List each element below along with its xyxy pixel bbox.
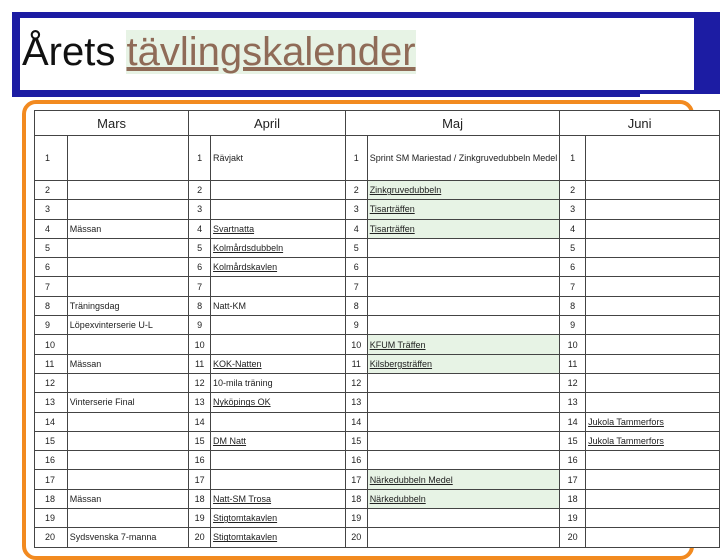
mars-day: 3 xyxy=(35,200,68,219)
juni-day: 13 xyxy=(560,393,586,412)
juni-event xyxy=(586,238,720,257)
calendar-row xyxy=(35,238,720,257)
mars-event xyxy=(67,373,188,392)
mars-event xyxy=(67,431,188,450)
april-day: 15 xyxy=(189,431,211,450)
maj-event xyxy=(367,393,560,412)
juni-event xyxy=(586,219,720,238)
maj-event xyxy=(367,238,560,257)
juni-day: 12 xyxy=(560,373,586,392)
mars-event xyxy=(67,277,188,296)
maj-event: Sprint SM Mariestad / Zinkgruvedubbeln Medel xyxy=(367,136,560,181)
mars-event: Sydsvenska 7-manna xyxy=(67,528,188,547)
juni-event xyxy=(586,335,720,354)
april-event xyxy=(211,470,346,489)
maj-day: 10 xyxy=(345,335,367,354)
calendar-row xyxy=(35,373,720,392)
mars-day: 10 xyxy=(35,335,68,354)
april-day: 3 xyxy=(189,200,211,219)
mars-day: 4 xyxy=(35,219,68,238)
april-day: 12 xyxy=(189,373,211,392)
april-day: 1 xyxy=(189,136,211,181)
calendar-row xyxy=(35,296,720,315)
juni-day: 5 xyxy=(560,238,586,257)
juni-day: 16 xyxy=(560,451,586,470)
calendar-row xyxy=(35,200,720,219)
mars-event: Träningsdag xyxy=(67,296,188,315)
calendar-row xyxy=(35,354,720,373)
april-day: 11 xyxy=(189,354,211,373)
april-day: 5 xyxy=(189,238,211,257)
maj-event[interactable]: Tisarträffen xyxy=(367,200,560,219)
maj-event[interactable]: Tisarträffen xyxy=(367,219,560,238)
april-event xyxy=(211,451,346,470)
mars-day: 14 xyxy=(35,412,68,431)
maj-event[interactable]: Närkedubbeln xyxy=(367,489,560,508)
maj-day: 3 xyxy=(345,200,367,219)
juni-event xyxy=(586,528,720,547)
mars-event xyxy=(67,200,188,219)
april-day: 19 xyxy=(189,509,211,528)
mars-day: 15 xyxy=(35,431,68,450)
maj-day: 15 xyxy=(345,431,367,450)
maj-event xyxy=(367,528,560,547)
title-underline xyxy=(12,94,640,97)
mars-event: Mässan xyxy=(67,219,188,238)
april-event[interactable]: Svartnatta xyxy=(211,219,346,238)
calendar-row xyxy=(35,393,720,412)
maj-day: 8 xyxy=(345,296,367,315)
mars-event: Vinterserie Final xyxy=(67,393,188,412)
april-event xyxy=(211,412,346,431)
mars-day: 1 xyxy=(35,136,68,181)
calendar-row xyxy=(35,181,720,200)
maj-day: 6 xyxy=(345,258,367,277)
mars-event xyxy=(67,412,188,431)
juni-event xyxy=(586,316,720,335)
maj-event xyxy=(367,509,560,528)
mars-event xyxy=(67,258,188,277)
mars-event: Mässan xyxy=(67,354,188,373)
juni-day: 15 xyxy=(560,431,586,450)
juni-day: 3 xyxy=(560,200,586,219)
april-event[interactable]: Stigtomtakavlen xyxy=(211,509,346,528)
maj-day: 12 xyxy=(345,373,367,392)
maj-day: 16 xyxy=(345,451,367,470)
mars-day: 6 xyxy=(35,258,68,277)
juni-day: 18 xyxy=(560,489,586,508)
april-event[interactable]: Kolmårdsdubbeln xyxy=(211,238,346,257)
juni-event[interactable]: Jukola Tammerfors xyxy=(586,431,720,450)
title-link[interactable]: tävlingskalender xyxy=(126,30,416,74)
maj-event xyxy=(367,431,560,450)
juni-event xyxy=(586,489,720,508)
calendar-row xyxy=(35,509,720,528)
april-day: 17 xyxy=(189,470,211,489)
juni-event xyxy=(586,451,720,470)
april-event: Rävjakt xyxy=(211,136,346,181)
month-maj: Maj xyxy=(345,111,559,136)
mars-day: 19 xyxy=(35,509,68,528)
calendar-row xyxy=(35,335,720,354)
april-event[interactable]: DM Natt xyxy=(211,431,346,450)
calendar-row xyxy=(35,470,720,489)
mars-day: 12 xyxy=(35,373,68,392)
mars-event xyxy=(67,451,188,470)
mars-day: 16 xyxy=(35,451,68,470)
april-event xyxy=(211,277,346,296)
juni-day: 6 xyxy=(560,258,586,277)
april-day: 4 xyxy=(189,219,211,238)
april-day: 10 xyxy=(189,335,211,354)
juni-day: 10 xyxy=(560,335,586,354)
page-title xyxy=(22,30,416,75)
calendar-row xyxy=(35,316,720,335)
maj-day: 20 xyxy=(345,528,367,547)
april-event[interactable]: Kolmårdskavlen xyxy=(211,258,346,277)
calendar-row xyxy=(35,412,720,431)
mars-day: 2 xyxy=(35,181,68,200)
mars-event xyxy=(67,136,188,181)
april-event[interactable]: Stigtomtakavlen xyxy=(211,528,346,547)
maj-day: 9 xyxy=(345,316,367,335)
month-mars: Mars xyxy=(35,111,189,136)
juni-day: 20 xyxy=(560,528,586,547)
maj-event xyxy=(367,296,560,315)
juni-event xyxy=(586,181,720,200)
mars-day: 20 xyxy=(35,528,68,547)
juni-event xyxy=(586,509,720,528)
april-day: 14 xyxy=(189,412,211,431)
april-event xyxy=(211,335,346,354)
juni-day: 8 xyxy=(560,296,586,315)
maj-day: 14 xyxy=(345,412,367,431)
juni-event xyxy=(586,258,720,277)
mars-event xyxy=(67,470,188,489)
april-event: Natt-KM xyxy=(211,296,346,315)
juni-event xyxy=(586,470,720,489)
calendar-row xyxy=(35,431,720,450)
april-day: 20 xyxy=(189,528,211,547)
mars-event xyxy=(67,238,188,257)
april-event[interactable]: KOK-Natten xyxy=(211,354,346,373)
mars-day: 13 xyxy=(35,393,68,412)
month-juni: Juni xyxy=(560,111,720,136)
april-day: 9 xyxy=(189,316,211,335)
mars-event: Mässan xyxy=(67,489,188,508)
mars-day: 18 xyxy=(35,489,68,508)
maj-event xyxy=(367,412,560,431)
juni-day: 2 xyxy=(560,181,586,200)
maj-event[interactable]: KFUM Träffen xyxy=(367,335,560,354)
april-day: 7 xyxy=(189,277,211,296)
mars-day: 5 xyxy=(35,238,68,257)
maj-day: 1 xyxy=(345,136,367,181)
april-event[interactable]: Natt-SM Trosa xyxy=(211,489,346,508)
juni-day: 11 xyxy=(560,354,586,373)
juni-event xyxy=(586,136,720,181)
maj-day: 17 xyxy=(345,470,367,489)
month-april: April xyxy=(189,111,346,136)
title-prefix: Årets xyxy=(22,30,127,74)
mars-day: 8 xyxy=(35,296,68,315)
juni-event xyxy=(586,393,720,412)
mars-day: 9 xyxy=(35,316,68,335)
mars-event: Löpexvinterserie U-L xyxy=(67,316,188,335)
maj-event xyxy=(367,451,560,470)
april-day: 2 xyxy=(189,181,211,200)
maj-day: 18 xyxy=(345,489,367,508)
april-day: 13 xyxy=(189,393,211,412)
maj-day: 4 xyxy=(345,219,367,238)
maj-event xyxy=(367,316,560,335)
month-header-row xyxy=(35,111,720,136)
calendar-row xyxy=(35,451,720,470)
calendar-row xyxy=(35,219,720,238)
mars-event xyxy=(67,335,188,354)
mars-event xyxy=(67,181,188,200)
maj-day: 13 xyxy=(345,393,367,412)
juni-day: 14 xyxy=(560,412,586,431)
maj-day: 5 xyxy=(345,238,367,257)
juni-event xyxy=(586,277,720,296)
april-event[interactable]: Nyköpings OK xyxy=(211,393,346,412)
maj-event xyxy=(367,373,560,392)
maj-day: 7 xyxy=(345,277,367,296)
april-event: 10-mila träning xyxy=(211,373,346,392)
juni-day: 1 xyxy=(560,136,586,181)
maj-day: 11 xyxy=(345,354,367,373)
juni-event xyxy=(586,354,720,373)
calendar-row xyxy=(35,136,720,181)
maj-day: 2 xyxy=(345,181,367,200)
juni-event xyxy=(586,296,720,315)
april-event xyxy=(211,200,346,219)
juni-event xyxy=(586,200,720,219)
april-day: 18 xyxy=(189,489,211,508)
april-day: 8 xyxy=(189,296,211,315)
calendar-row xyxy=(35,489,720,508)
maj-event[interactable]: Kilsbergsträffen xyxy=(367,354,560,373)
maj-day: 19 xyxy=(345,509,367,528)
maj-event xyxy=(367,258,560,277)
maj-event[interactable]: Närkedubbeln Medel xyxy=(367,470,560,489)
april-event xyxy=(211,316,346,335)
juni-event xyxy=(586,373,720,392)
calendar-row xyxy=(35,258,720,277)
calendar-row xyxy=(35,277,720,296)
juni-day: 17 xyxy=(560,470,586,489)
april-day: 16 xyxy=(189,451,211,470)
mars-event xyxy=(67,509,188,528)
mars-day: 17 xyxy=(35,470,68,489)
juni-event[interactable]: Jukola Tammerfors xyxy=(586,412,720,431)
juni-day: 7 xyxy=(560,277,586,296)
mars-day: 7 xyxy=(35,277,68,296)
juni-day: 4 xyxy=(560,219,586,238)
calendar-row xyxy=(35,528,720,547)
juni-day: 19 xyxy=(560,509,586,528)
juni-day: 9 xyxy=(560,316,586,335)
april-day: 6 xyxy=(189,258,211,277)
april-event xyxy=(211,181,346,200)
calendar-table xyxy=(34,110,720,548)
maj-event[interactable]: Zinkgruvedubbeln xyxy=(367,181,560,200)
mars-day: 11 xyxy=(35,354,68,373)
maj-event xyxy=(367,277,560,296)
